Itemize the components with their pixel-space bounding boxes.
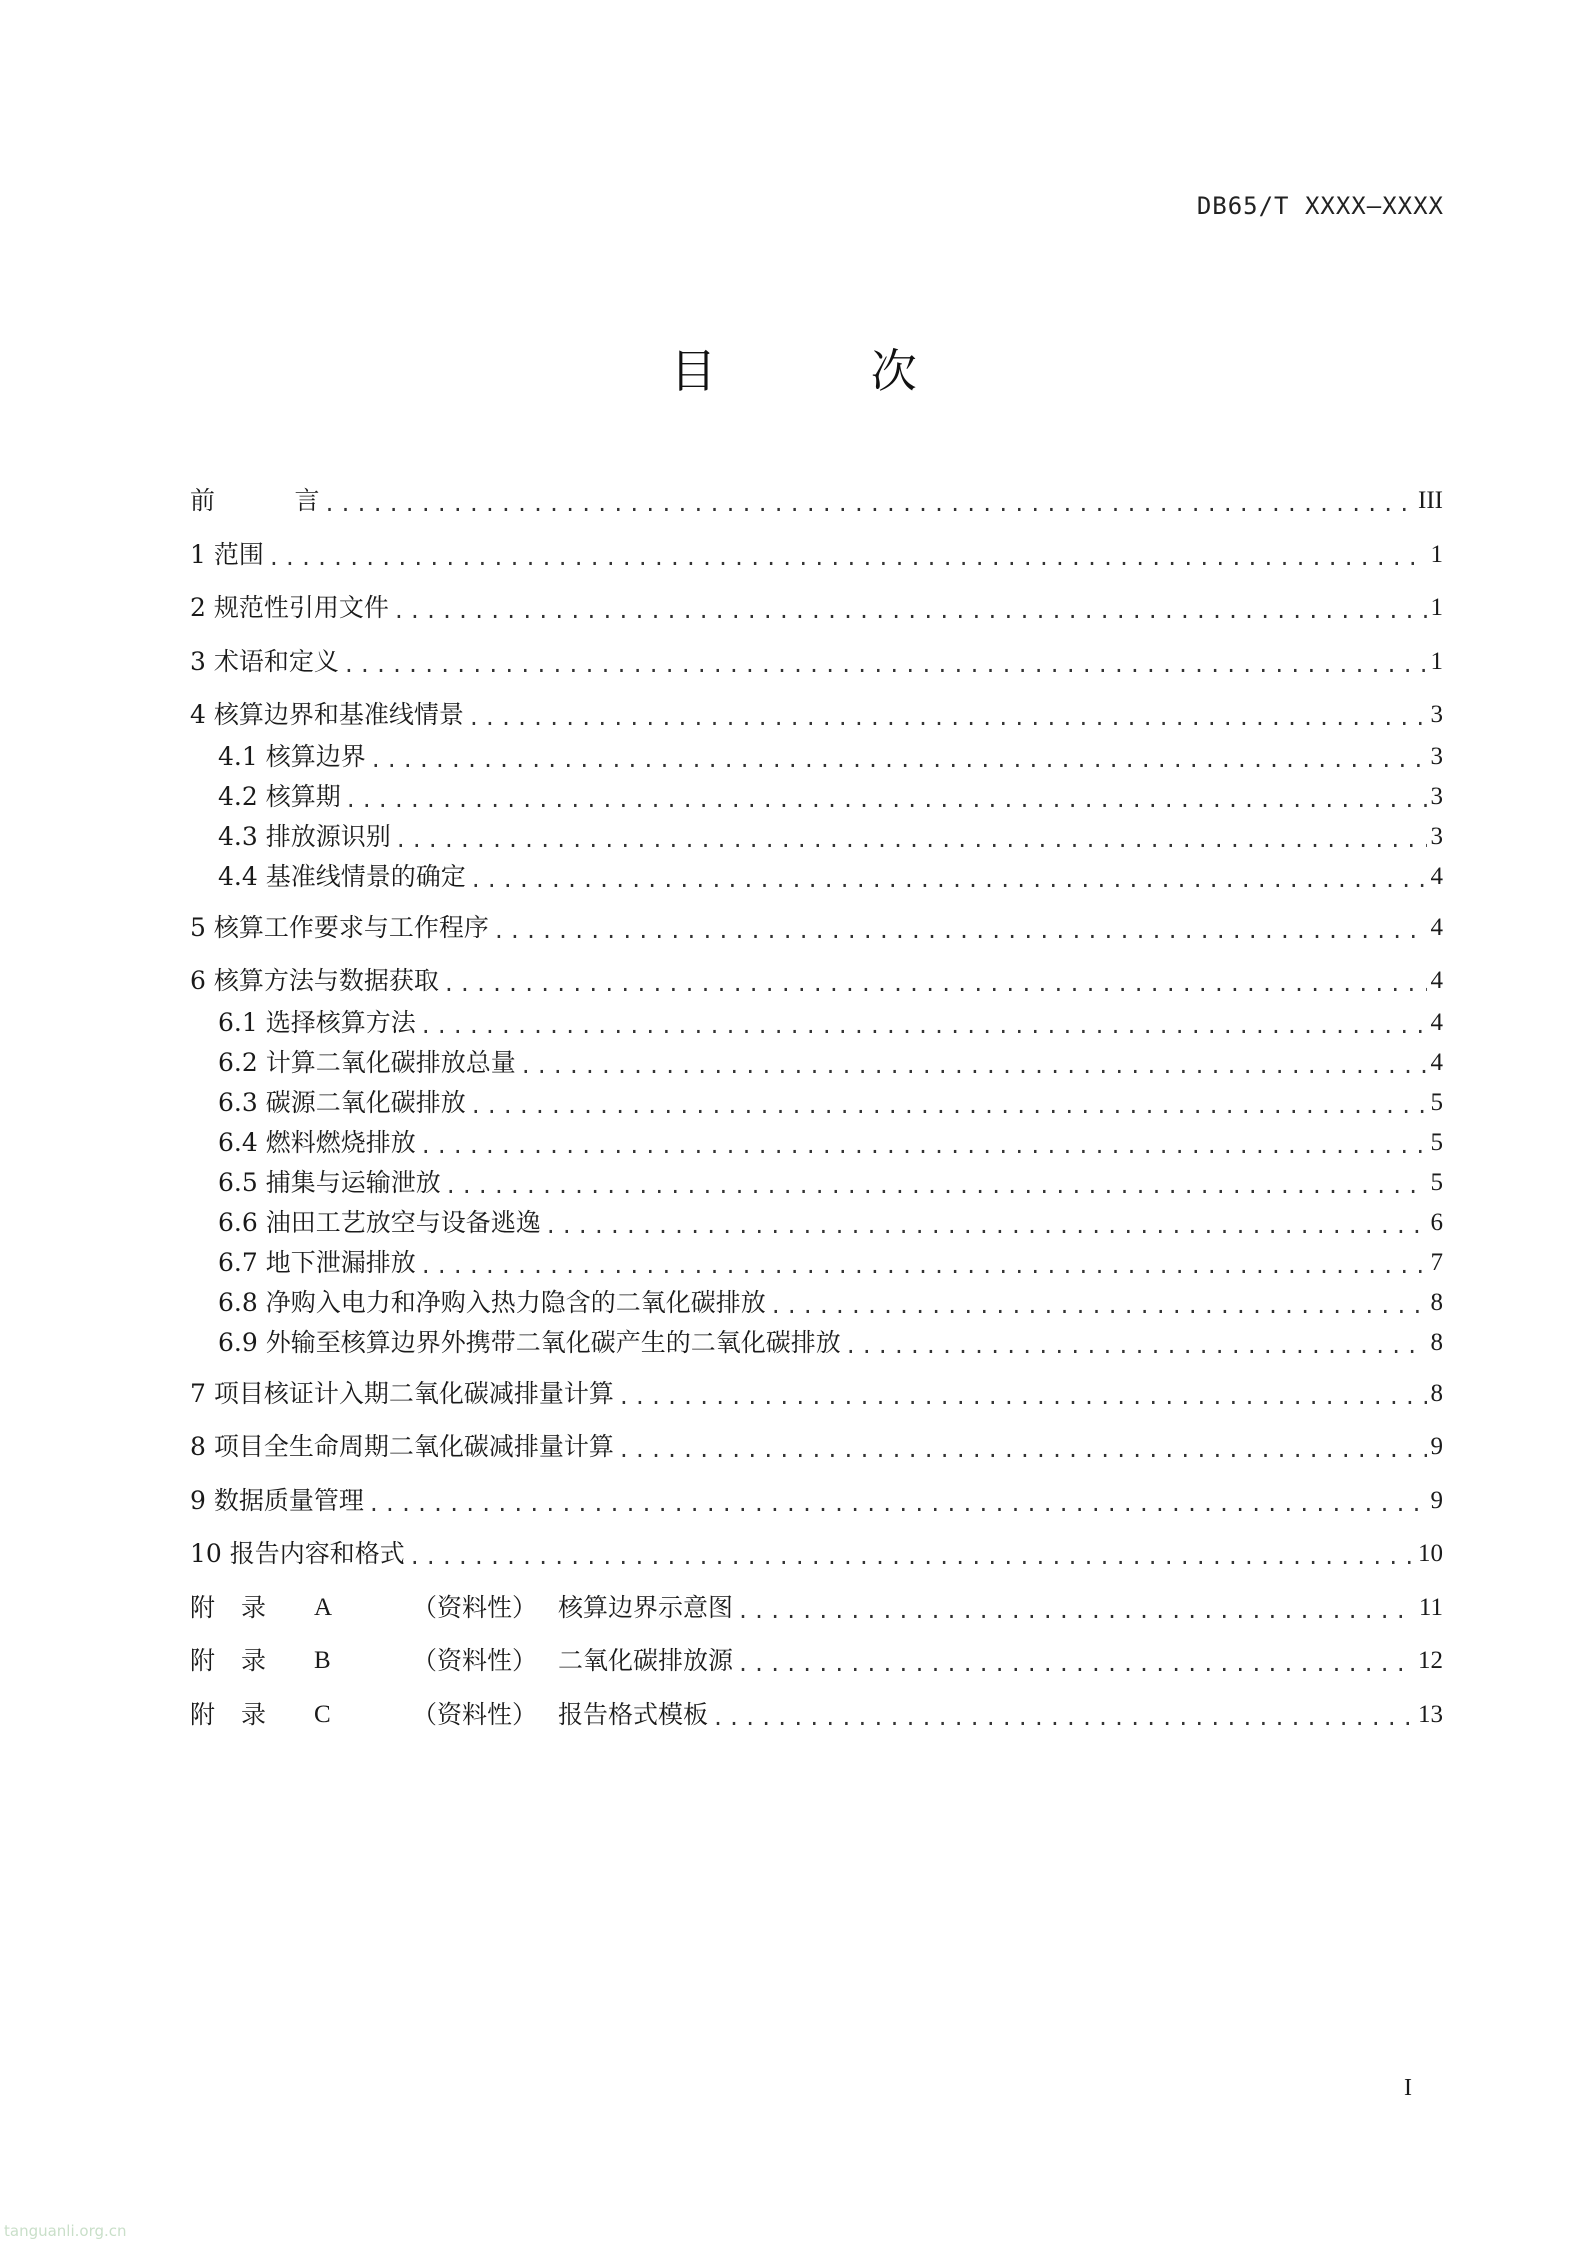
toc-entry-label: 6.9 外输至核算边界外携带二氧化碳产生的二氧化碳排放 (218, 1328, 841, 1357)
toc-entry-label: 4.2 核算期 (218, 782, 341, 811)
appendix-title: 二氧化碳排放源 (558, 1646, 734, 1675)
toc-leader-dots (393, 597, 1427, 625)
page-number: I (1404, 2075, 1412, 2101)
toc-entry-page: 1 (1430, 648, 1443, 675)
toc-entry-1[interactable] (190, 538, 1443, 572)
appendix-word: 附录 (190, 1700, 293, 1729)
toc-entry-page: 8 (1430, 1329, 1443, 1356)
toc-entry-label: 6.8 净购入电力和净购入热力隐含的二氧化碳排放 (218, 1288, 766, 1317)
toc-entry-page: III (1418, 487, 1443, 514)
toc-entry-page: 8 (1430, 1289, 1443, 1316)
toc-leader-dots (468, 704, 1427, 732)
toc-entry-page: 13 (1418, 1701, 1443, 1728)
toc-entry-page: 9 (1430, 1487, 1443, 1514)
toc-leader-dots (737, 1650, 1414, 1678)
toc-entry-page: 7 (1430, 1249, 1443, 1276)
toc-entry-page: 3 (1430, 783, 1443, 810)
toc-leader-dots (618, 1383, 1427, 1411)
appendix-letter: B (314, 1647, 331, 1674)
toc-entry-4-3[interactable] (218, 820, 1443, 854)
toc-entry-page: 3 (1430, 743, 1443, 770)
toc-entry-5[interactable] (190, 911, 1443, 945)
toc-entry-6-5[interactable] (218, 1166, 1443, 1200)
toc-entry-6-4[interactable] (218, 1126, 1443, 1160)
toc-entry-page: 3 (1430, 823, 1443, 850)
toc-entry-page: 1 (1430, 541, 1443, 568)
toc-entry-label: 6.4 燃料燃烧排放 (218, 1128, 416, 1157)
toc-entry-label: 8 项目全生命周期二氧化碳减排量计算 (190, 1432, 614, 1461)
toc-leader-dots (420, 1252, 1427, 1280)
toc-appendix-b[interactable] (190, 1644, 1443, 1678)
appendix-type: （资料性） (412, 1700, 538, 1729)
toc-leader-dots (368, 1490, 1427, 1518)
toc-entry-page: 5 (1430, 1169, 1443, 1196)
toc-entry-page: 6 (1430, 1209, 1443, 1236)
toc-entry-label: 6.1 选择核算方法 (218, 1008, 416, 1037)
toc-entry-4-1[interactable] (218, 740, 1443, 774)
appendix-label (190, 1644, 733, 1678)
toc-entry-6-1[interactable] (218, 1006, 1443, 1040)
toc-entry-label: 10 报告内容和格式 (190, 1539, 405, 1568)
toc-entry-6-8[interactable] (218, 1286, 1443, 1320)
toc-entry-2[interactable] (190, 591, 1443, 625)
toc-leader-dots (420, 1132, 1427, 1160)
document-code: DB65/T XXXX—XXXX (1196, 192, 1444, 220)
toc-entry-label: 5 核算工作要求与工作程序 (190, 913, 489, 942)
toc-entry-page: 11 (1418, 1594, 1443, 1621)
toc-leader-dots (323, 490, 1414, 518)
toc-leader-dots (737, 1597, 1415, 1625)
toc-entry-page: 4 (1430, 1049, 1443, 1076)
toc-entry-page: 8 (1430, 1380, 1443, 1407)
toc-entry-label: 7 项目核证计入期二氧化碳减排量计算 (190, 1379, 614, 1408)
toc-entry-label: 6 核算方法与数据获取 (190, 966, 439, 995)
watermark: tanguanli.org.cn (4, 2222, 127, 2240)
toc-entry-label: 6.5 捕集与运输泄放 (218, 1168, 441, 1197)
toc-leader-dots (493, 917, 1427, 945)
toc-entry-10[interactable] (190, 1537, 1443, 1571)
appendix-word: 附录 (190, 1593, 293, 1622)
toc-leader-dots (409, 1543, 1414, 1571)
toc-entry-6-3[interactable] (218, 1086, 1443, 1120)
toc-appendix-a[interactable] (190, 1591, 1443, 1625)
appendix-type: （资料性） (412, 1646, 538, 1675)
toc-appendix-c[interactable] (190, 1698, 1443, 1732)
toc-entry-page: 3 (1430, 701, 1443, 728)
toc-leader-dots (712, 1704, 1414, 1732)
toc-entry-6-7[interactable] (218, 1246, 1443, 1280)
toc-entry-page: 4 (1430, 863, 1443, 890)
toc-entry-label: 6.7 地下泄漏排放 (218, 1248, 416, 1277)
toc-entry-foreword[interactable] (190, 484, 1443, 518)
toc-entry-7[interactable] (190, 1377, 1443, 1411)
toc-entry-label: 4.3 排放源识别 (218, 822, 391, 851)
toc-leader-dots (445, 1172, 1427, 1200)
toc-entry-page: 12 (1418, 1647, 1443, 1674)
toc-entry-label: 前 言 (190, 486, 320, 515)
appendix-word: 附录 (190, 1646, 293, 1675)
toc-leader-dots (845, 1332, 1427, 1360)
toc-leader-dots (268, 544, 1427, 572)
toc-entry-label: 6.6 油田工艺放空与设备逃逸 (218, 1208, 541, 1237)
toc-entry-9[interactable] (190, 1484, 1443, 1518)
toc-entry-page: 5 (1430, 1129, 1443, 1156)
toc-entry-page: 1 (1430, 594, 1443, 621)
toc-entry-6-6[interactable] (218, 1206, 1443, 1240)
toc-leader-dots (370, 746, 1427, 774)
appendix-label (190, 1591, 733, 1625)
toc-leader-dots (770, 1292, 1427, 1320)
toc-entry-label: 1 范围 (190, 540, 264, 569)
toc-leader-dots (343, 651, 1427, 679)
toc-entry-label: 6.3 碳源二氧化碳排放 (218, 1088, 466, 1117)
toc-entry-3[interactable] (190, 645, 1443, 679)
toc-leader-dots (345, 786, 1427, 814)
toc-entry-label: 4 核算边界和基准线情景 (190, 700, 464, 729)
toc-title: 目 次 (670, 344, 987, 398)
toc-entry-page: 10 (1418, 1540, 1443, 1567)
toc-entry-label: 3 术语和定义 (190, 647, 339, 676)
toc-entry-4-2[interactable] (218, 780, 1443, 814)
toc-entry-6[interactable] (190, 964, 1443, 998)
appendix-label (190, 1698, 708, 1732)
toc-entry-page: 4 (1430, 914, 1443, 941)
toc-leader-dots (470, 1092, 1427, 1120)
toc-leader-dots (420, 1012, 1427, 1040)
toc-leader-dots (618, 1436, 1427, 1464)
toc-entry-label: 2 规范性引用文件 (190, 593, 389, 622)
toc-entry-page: 4 (1430, 967, 1443, 994)
appendix-letter: C (314, 1701, 331, 1728)
toc-entry-4-4[interactable] (218, 860, 1443, 894)
toc-entry-page: 9 (1430, 1433, 1443, 1460)
appendix-type: （资料性） (412, 1593, 538, 1622)
appendix-title: 报告格式模板 (558, 1700, 709, 1729)
toc-entry-6-2[interactable] (218, 1046, 1443, 1080)
toc-entry-4[interactable] (190, 698, 1443, 732)
toc-entry-label: 4.1 核算边界 (218, 742, 366, 771)
toc-entry-label: 4.4 基准线情景的确定 (218, 862, 466, 891)
appendix-title: 核算边界示意图 (558, 1593, 734, 1622)
toc-entry-page: 5 (1430, 1089, 1443, 1116)
toc-leader-dots (395, 826, 1427, 854)
toc-leader-dots (520, 1052, 1427, 1080)
toc-leader-dots (443, 970, 1427, 998)
toc-entry-8[interactable] (190, 1430, 1443, 1464)
toc-entry-label: 6.2 计算二氧化碳排放总量 (218, 1048, 516, 1077)
toc-entry-6-9[interactable] (218, 1326, 1443, 1360)
toc-entry-page: 4 (1430, 1009, 1443, 1036)
appendix-letter: A (314, 1594, 333, 1621)
toc-leader-dots (545, 1212, 1427, 1240)
toc-leader-dots (470, 866, 1427, 894)
toc-entry-label: 9 数据质量管理 (190, 1486, 364, 1515)
